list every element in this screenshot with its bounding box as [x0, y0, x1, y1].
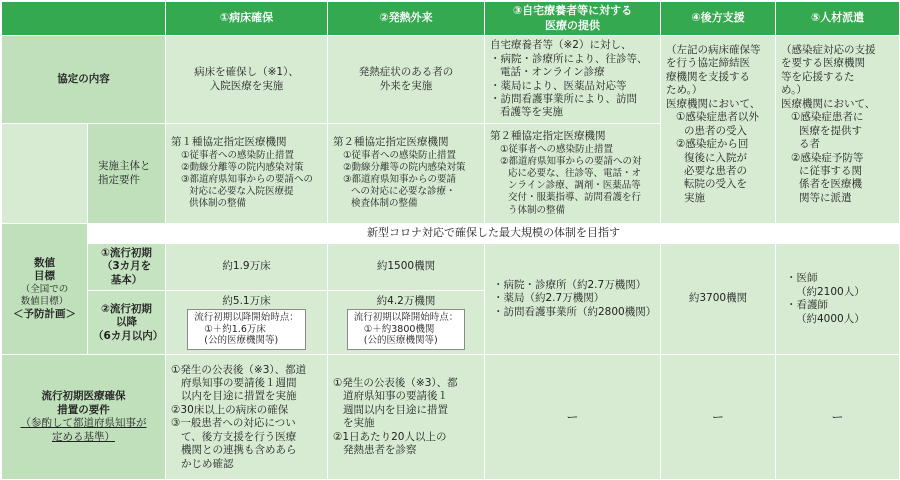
entity-fever-item: ①従事者への感染防止措置 — [343, 149, 457, 161]
target-early-l2: （3カ月を — [101, 260, 152, 273]
content-home-line: 看護等を実施 — [500, 106, 563, 119]
target-early-row — [2, 244, 900, 291]
header-home-care-l1: ③自宅療養者等に対する — [512, 4, 633, 18]
early-bed — [166, 355, 328, 480]
target-band: 新型コロナ対応で確保した最大規模の体制を目指す — [88, 224, 900, 244]
target-label-l5: ＜予防計画＞ — [13, 308, 76, 321]
entity-home-item: ①従事者への感染防止措置 — [500, 143, 614, 155]
header-home-care-l2: 医療の提供 — [545, 18, 600, 32]
content-bed — [166, 36, 328, 124]
content-fever-l2: 外来を実施 — [379, 79, 433, 92]
dispatch-line: に従事する関 — [799, 164, 862, 177]
target-dispatch-l4: （約4000人） — [796, 312, 865, 325]
early-fever-line: ②1日あたり20人以上の — [333, 430, 447, 443]
early-fever-line: 週間以内を目途に措置 — [343, 403, 448, 416]
header-corner — [2, 2, 166, 36]
backup-line: （左記の病床確保等 — [666, 44, 761, 56]
note-line: ①＋約1.6万床 — [204, 323, 266, 335]
dispatch-line: 医療を提供す — [799, 124, 862, 137]
target-early-fever: 約1500機関 — [328, 244, 485, 291]
entity-bed-item: ①従事者への感染防止措置 — [181, 149, 295, 161]
target-label-l3: （全国での — [20, 283, 69, 295]
target-later-l3: （6カ月以内） — [93, 329, 164, 342]
early-bed-line: かじめ確認 — [181, 457, 234, 470]
dispatch-line: ①感染症患者に — [791, 111, 864, 124]
backup-line: の患者の受入 — [684, 124, 747, 137]
early-label-l4: 定める基準） — [52, 430, 115, 443]
target-later-fever — [328, 291, 485, 355]
target-dispatch — [776, 244, 900, 355]
header-fever-outpatient: ②発熱外来 — [328, 2, 485, 36]
target-later-fever-value: 約4.2万機関 — [376, 295, 436, 308]
dispatch-line: め。） — [781, 84, 807, 97]
dispatch-line: 係者を医療機 — [799, 178, 862, 191]
entity-label-l1: 実施主体と — [98, 160, 151, 173]
target-early-bed: 約1.9万床 — [166, 244, 328, 291]
entity-home-item: ②都道府県知事からの要請への対 — [500, 155, 642, 167]
dispatch-line: 医療機関において、 — [781, 97, 876, 110]
early-label — [2, 355, 166, 480]
medical-agreement-table — [1, 1, 900, 480]
entity-home-title: 第２種協定指定医療機関 — [490, 130, 606, 143]
note-line: 流行初期以降開始時点： — [353, 311, 459, 323]
target-label-l2: 目標 — [34, 270, 55, 283]
early-bed-line: 機関との連携も含めあら — [181, 444, 297, 457]
backup-line: 転院の受入を — [684, 178, 747, 191]
header-home-care — [485, 2, 661, 36]
entity-bed-title: 第１種協定指定医療機関 — [171, 136, 287, 149]
early-fever-line: 道府県知事の要請後１ — [343, 390, 448, 403]
target-dispatch-l2: （約2100人） — [796, 285, 865, 298]
entity-label-l2: 指定要件 — [98, 173, 140, 186]
entity-bed-item: ③都道府県知事からの要請への — [181, 174, 314, 186]
early-label-l1: 流行初期医療確保 — [41, 390, 126, 403]
dispatch-line: ②感染症予防等 — [791, 151, 864, 164]
entity-bed-item: 供体制の整備 — [189, 198, 247, 210]
backup-support-content — [661, 36, 776, 224]
target-backup: 約3700機関 — [661, 244, 776, 355]
entity-fever-item: ③都道府県知事からの要請 — [343, 174, 457, 186]
early-fever-line: ①発生の公表後（※3）、都 — [333, 377, 458, 389]
backup-line: を行う協定締結医 — [666, 57, 750, 70]
entity-home-item: 応に必要な、往診等、電話・オ — [508, 168, 642, 180]
content-row — [2, 36, 900, 124]
entity-fever-item: への対応に必要な診療・ — [351, 186, 456, 198]
entity-home — [485, 124, 661, 224]
content-bed-l2: 入院医療を実施 — [209, 79, 284, 92]
target-home-l2: ・薬局（約2.7万機関） — [493, 292, 605, 305]
dispatch-line: 等を応援するた — [781, 70, 855, 83]
backup-line: 実施 — [684, 191, 705, 204]
note-line: ①＋約3800機関 — [363, 323, 435, 335]
content-bed-l1: 病床を確保し（※1）、 — [194, 66, 299, 79]
target-later-bed — [166, 291, 328, 355]
target-home-l1: ・病院・診療所（約2.7万機関） — [493, 279, 647, 291]
note-line: (公的医療機関等) — [204, 335, 279, 347]
dispatch-line: る者 — [799, 138, 820, 151]
content-fever — [328, 36, 485, 124]
backup-line: 復後に入院が — [684, 151, 747, 164]
header-backup-support: ④後方支援 — [661, 2, 776, 36]
entity-fever — [328, 124, 485, 224]
early-fever — [328, 355, 485, 480]
early-bed-line: ③一般患者への対応につい — [171, 417, 296, 430]
entity-fever-item: ②動線分離等の院内感染対策 — [343, 161, 466, 173]
target-label — [2, 224, 88, 355]
early-label-l3: （参酌して都道府県知事が — [20, 417, 147, 430]
staff-dispatch-content — [776, 36, 900, 224]
backup-line: 医療機関において、 — [666, 97, 761, 110]
entity-fever-title: 第２種協定指定医療機関 — [333, 136, 449, 149]
target-home-l3: ・訪問看護事業所（約2800機関） — [493, 305, 657, 318]
header-row — [2, 2, 900, 36]
entity-bed-item: 対応に必要な入院医療提 — [189, 186, 294, 198]
early-home-dash: ー — [485, 355, 661, 480]
target-early-l3: 基本） — [110, 273, 143, 286]
early-bed-line: ②30床以上の病床の確保 — [171, 403, 289, 416]
dispatch-line: を要する医療機関 — [781, 57, 865, 70]
dispatch-line: 関等に派遣 — [799, 191, 852, 204]
target-early-label — [88, 244, 166, 291]
early-bed-line: 以内を目途に措置を実施 — [181, 390, 297, 403]
target-later-fever-note — [347, 309, 466, 351]
content-home-line: 電話・オンライン診療 — [500, 66, 605, 79]
target-dispatch-l1: ・医師 — [786, 272, 818, 285]
backup-line: 必要な患者の — [684, 164, 747, 177]
target-home — [485, 244, 661, 355]
entity-bed-item: ②動線分離等の院内感染対策 — [181, 161, 304, 173]
header-staff-dispatch: ⑤人材派遣 — [776, 2, 900, 36]
dispatch-line: （感染症対応の支援 — [781, 44, 876, 56]
early-fever-line: 発熱患者を診察 — [343, 444, 417, 457]
note-line: 流行初期以降開始時点： — [194, 311, 299, 323]
entity-home-item: ンライン診療、調剤・医薬品等 — [508, 180, 641, 192]
early-bed-line: ①発生の公表後（※3）、都道 — [171, 363, 307, 376]
early-dispatch-dash: ー — [776, 355, 900, 480]
backup-line: 療機関を支援する — [666, 70, 750, 83]
target-later-bed-value: 約5.1万床 — [222, 295, 271, 308]
header-bed-secure: ①病床確保 — [166, 2, 328, 36]
target-label-l4: 数値目標） — [20, 295, 69, 307]
entity-home-item: 交付・服薬指導、訪問看護を行 — [508, 192, 642, 204]
early-fever-line: を実施 — [343, 417, 375, 430]
entity-fever-item: 検査体制の整備 — [351, 198, 418, 210]
content-home-line: ・病院・診療所により、往診等、 — [490, 52, 648, 65]
content-home — [485, 36, 661, 124]
early-requirements-row — [2, 355, 900, 480]
entity-label-spacer — [2, 124, 88, 224]
note-line: (公的医療機関等) — [363, 335, 438, 347]
target-later-l1: ②流行初期 — [101, 302, 152, 315]
target-early-l1: ①流行初期 — [101, 247, 152, 259]
entity-bed — [166, 124, 328, 224]
target-later-l2: 以降 — [116, 316, 137, 329]
early-bed-line: て、後方支援を行う医療 — [181, 430, 297, 443]
early-label-l2: 措置の要件 — [57, 403, 110, 416]
early-bed-line: 府県知事の要請後１週間 — [181, 377, 297, 389]
backup-line: ①感染症患者以外 — [676, 111, 759, 124]
backup-line: ため。） — [666, 84, 703, 97]
target-label-l1: 数値 — [34, 256, 55, 269]
backup-line: ②感染症から回 — [676, 138, 749, 151]
target-later-label — [88, 291, 166, 355]
content-label: 協定の内容 — [2, 36, 166, 124]
content-home-line: ・訪問看護事業所により、訪問 — [490, 92, 637, 105]
early-backup-dash: ー — [661, 355, 776, 480]
target-later-bed-note — [187, 309, 306, 351]
target-band-row — [2, 224, 900, 244]
content-home-line: ・薬局により、医薬品対応等 — [490, 79, 627, 92]
entity-home-item: う体制の整備 — [508, 204, 566, 216]
content-home-line: 自宅療養者等（※2）に対し、 — [490, 39, 632, 52]
target-dispatch-l3: ・看護師 — [786, 299, 828, 312]
entity-label — [88, 124, 166, 224]
content-fever-l1: 発熱症状のある者の — [358, 66, 454, 79]
